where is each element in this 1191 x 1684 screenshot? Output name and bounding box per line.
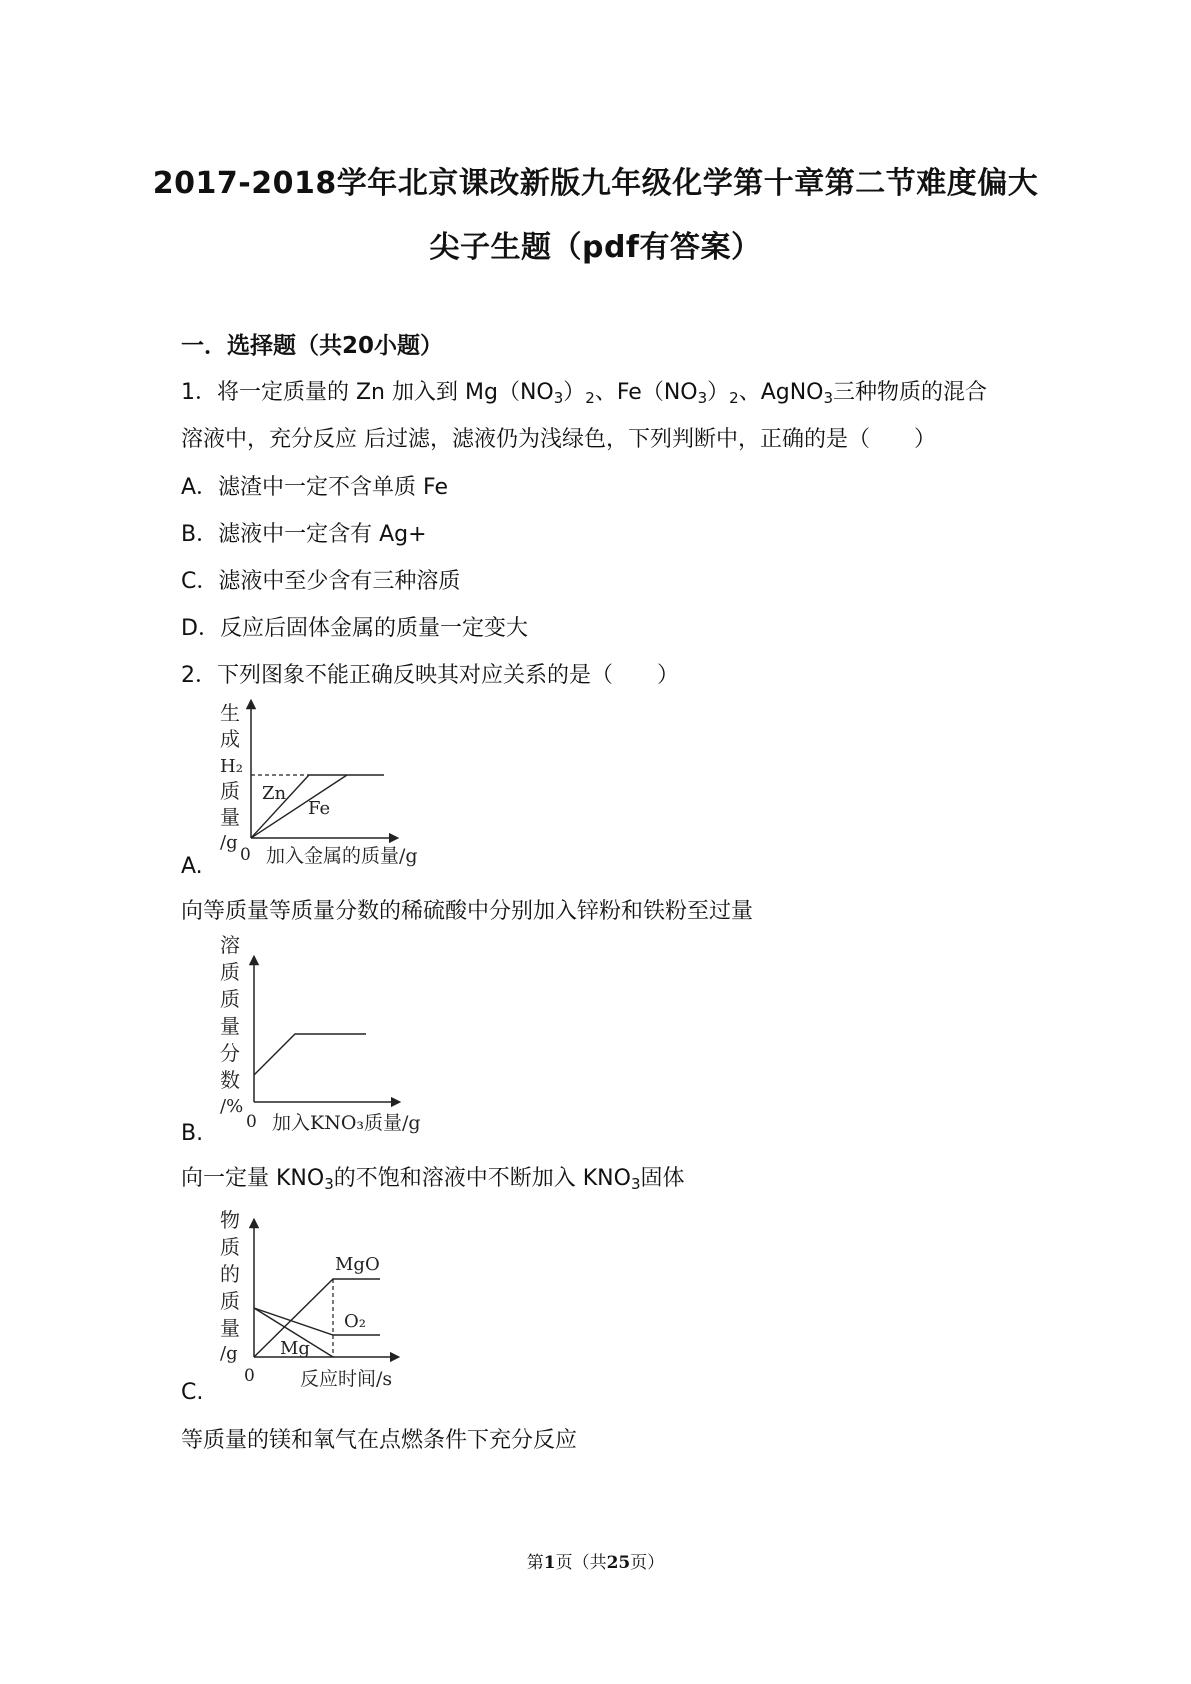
- graph-b-caption: 向一定量 $KNO_3$的不饱和溶液中不断加入 $KNO_3$固体: [181, 1166, 685, 1193]
- graph-a-ylabel-char: 生: [220, 701, 240, 725]
- graph-b-ylabel-char: 质: [220, 960, 240, 984]
- graph-b-ylabel-char: 溶: [220, 933, 240, 957]
- page-total: 25: [606, 1553, 631, 1573]
- graph-b-xlabel: 加入KNO₃质量/g: [272, 1112, 421, 1134]
- graph-c-figure: [218, 1205, 448, 1405]
- graph-a-ylabel-char: H₂: [220, 756, 243, 777]
- graph-b-ylabel-char: 量: [220, 1014, 240, 1038]
- graph-b-ylabel-char: /%: [220, 1096, 244, 1117]
- graph-a-ylabel-char: 量: [220, 805, 240, 829]
- graph-a-caption: 向等质量等质量分数的稀硫酸中分别加入锌粉和铁粉至过量: [181, 899, 754, 924]
- section-heading: 一．选择题（共20小题）: [181, 333, 444, 359]
- graph-a: [218, 698, 448, 882]
- graph-a-origin: 0: [240, 845, 251, 865]
- graph-c-caption: 等质量的镁和氧气在点燃条件下充分反应: [181, 1428, 578, 1453]
- graph-c-series-label-mg: Mg: [280, 1338, 310, 1359]
- graph-c-ylabel-char: 质: [220, 1235, 240, 1259]
- graph-c-ylabel-char: 量: [220, 1316, 240, 1340]
- page-number: 1: [543, 1553, 556, 1573]
- question-1-option-b: B．滤液中一定含有 Ag+: [181, 522, 427, 547]
- graph-b-letter: B.: [181, 1121, 204, 1146]
- graph-c-ylabel-char: 的: [220, 1262, 240, 1286]
- graph-a-letter: A.: [181, 854, 203, 879]
- graph-c-xlabel: 反应时间/s: [300, 1368, 393, 1390]
- graph-a-series-label-zn: Zn: [262, 783, 287, 804]
- graph-a-ylabel-char: /g: [220, 832, 238, 853]
- graph-c: [218, 1205, 448, 1409]
- graph-b-origin: 0: [246, 1112, 257, 1132]
- graph-a-ylabel-char: 质: [220, 779, 240, 803]
- page-footer: 第1页（共25页）: [526, 1553, 665, 1573]
- graph-a-figure: [218, 698, 448, 878]
- question-1-option-a: A．滤渣中一定不含单质 Fe: [181, 475, 449, 500]
- graph-b-ylabel-char: 分: [220, 1041, 240, 1065]
- graph-b-fraction-line: [254, 1034, 366, 1075]
- graph-c-series-label-o2: O₂: [344, 1311, 366, 1332]
- graph-b-figure: [218, 930, 448, 1140]
- graph-b-ylabel-char: 质: [220, 987, 240, 1011]
- graph-c-origin: 0: [244, 1366, 255, 1386]
- question-2-stem: 2．下列图象不能正确反映其对应关系的是（ ）: [181, 663, 679, 688]
- question-1-stem-line-1: 1．将一定质量的 Zn 加入到 $Mg(NO_3)_2$、$Fe(NO_3)_2$、AgNO$_3$三种物质的混合: [181, 380, 988, 407]
- question-1-stem-line-2: 溶液中，充分反应 后过滤，滤液仍为浅绿色，下列判断中，正确的是（ ）: [181, 427, 936, 452]
- graph-a-ylabel-char: 成: [220, 727, 240, 751]
- graph-c-ylabel-char: 质: [220, 1289, 240, 1313]
- graph-c-ylabel-char: /g: [220, 1343, 238, 1364]
- graph-a-xlabel: 加入金属的质量/g: [266, 845, 418, 867]
- graph-c-ylabel-char: 物: [220, 1208, 240, 1232]
- graph-c-series-label-mgo: MgO: [335, 1254, 380, 1275]
- question-1-option-c: C．滤液中至少含有三种溶质: [181, 569, 461, 594]
- graph-b: [218, 930, 448, 1144]
- page-title-line-1: 2017-2018学年北京课改新版九年级化学第十章第二节难度偏大: [152, 166, 1039, 201]
- page-title-line-2: 尖子生题（pdf有答案）: [429, 230, 762, 265]
- graph-c-letter: C.: [181, 1380, 204, 1405]
- question-1-option-d: D．反应后固体金属的质量一定变大: [181, 616, 528, 641]
- graph-a-series-label-fe: Fe: [308, 798, 331, 819]
- graph-b-ylabel-char: 数: [220, 1068, 240, 1092]
